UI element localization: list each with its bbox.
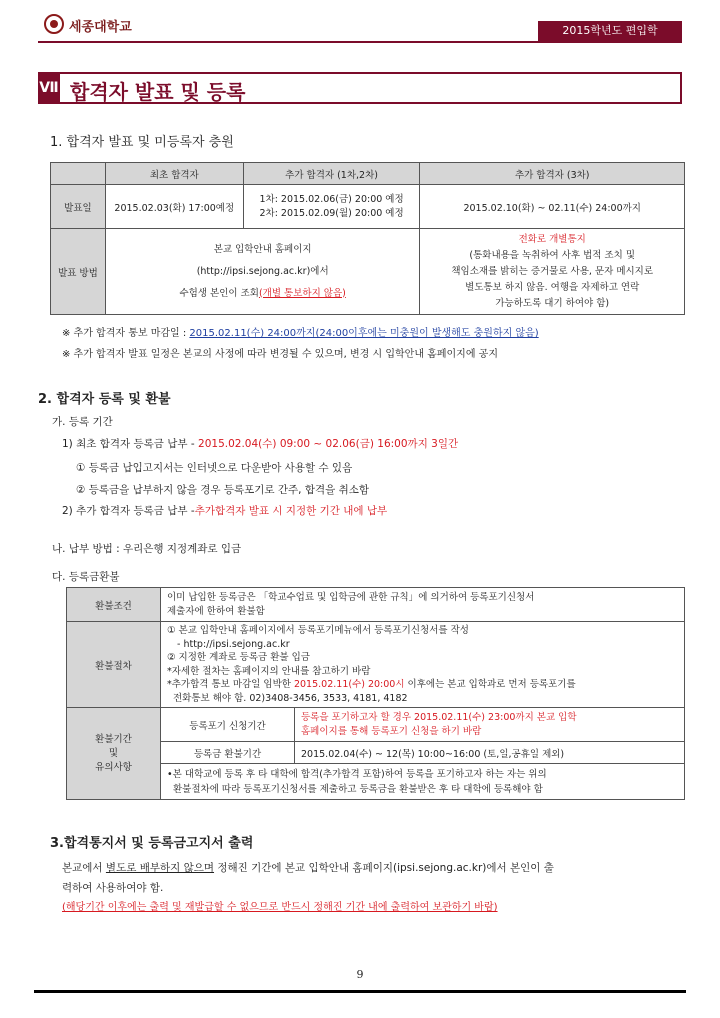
withdrawal-apply-text: 등록을 포기하고자 할 경우 2015.02.11(수) 23:00까지 본교 입학 홈페이지를 통해 등록포기 신청을 하기 바람 (295, 708, 685, 742)
refund-note-text: •본 대학교에 등록 후 타 대학에 합격(추가합격 포함)하여 등록을 포기하고자 하는 자는 위의 환불절차에 따라 등록포기신청서를 제출하고 등록금을 환불받은 후 타 대학에 등록해야 함 (161, 764, 685, 800)
additional-payment-line: 2) 추가 합격자 등록금 납부 -추가합격자 발표 시 지정한 기간 내에 납부 (62, 505, 388, 517)
refund-period-label: 환불기간 및 유의사항 (67, 708, 161, 800)
refund-table (66, 587, 685, 800)
col-initial-header: 최초 합격자 (105, 163, 243, 185)
footer-rule (34, 990, 686, 993)
note-deadline: ※ 추가 합격자 통보 마감일 : 2015.02.11(수) 24:00까지(24:00이후에는 미충원이 발생해도 충원하지 않음) (62, 328, 539, 339)
announcement-table (50, 162, 685, 315)
additional12-dates: 1차: 2015.02.06(금) 20:00 예정 2차: 2015.02.09(월) 20:00 예정 (243, 185, 420, 229)
announce-method-web: 본교 입학안내 홈페이지 (http://ipsi.sejong.ac.kr)에서 수험생 본인이 조회(개별 통보하지 않음) (105, 229, 420, 315)
refund-procedure-label: 환불절차 (67, 622, 161, 708)
announce-method-phone: 전화로 개별통지 (통화내용을 녹취하여 사후 법적 조치 및 책임소재를 밝히는 증거물로 사용, 문자 메시지로 별도통보 하지 않음. 여행을 자제하고 연락 가능하도록 대기 하여야 함) (420, 229, 685, 315)
col-additional3-header: 추가 합격자 (3차) (420, 163, 685, 185)
initial-payment-sub2: ② 등록금을 납부하지 않을 경우 등록포기로 간주, 합격을 취소함 (76, 484, 370, 496)
university-name: 세종대학교 (69, 20, 132, 35)
initial-announce-date: 2015.02.03(화) 17:00예정 (105, 185, 243, 229)
registration-period-heading: 가. 등록 기간 (52, 416, 113, 428)
chapter-title: 합격자 발표 및 등록 (70, 80, 246, 104)
row-announce-date-label: 발표일 (51, 185, 106, 229)
initial-payment-line: 1) 최초 합격자 등록금 납부 - 2015.02.04(수) 09:00 ~ 02.06(금) 16:00까지 3일간 (62, 438, 459, 450)
print-instructions: 본교에서 별도로 배부하지 않으며 정해진 기간에 본교 입학안내 홈페이지(ipsi.sejong.ac.kr)에서 본인이 출 력하여 사용하여야 함. (해당기간 이후에는 출력 및 재발급할 수 없으므로 반드시 정해진 기간 내에 출력하여 보관하기 바람) (62, 862, 554, 913)
university-logo (44, 14, 164, 38)
university-emblem-icon (44, 14, 64, 34)
refund-condition-label: 환불조건 (67, 588, 161, 622)
row-announce-method-label: 발표 방법 (51, 229, 106, 315)
additional3-date: 2015.02.10(화) ~ 02.11(수) 24:00까지 (420, 185, 685, 229)
section2-title: 2. 합격자 등록 및 환불 (38, 392, 171, 407)
chapter-number: Ⅶ (38, 72, 60, 104)
page-number: 9 (356, 968, 364, 981)
refund-period-value: 2015.02.04(수) ~ 12(목) 10:00~16:00 (토,일,공휴일 제외) (295, 742, 685, 764)
refund-heading: 다. 등록금환불 (52, 571, 120, 583)
section3-title: 3.합격통지서 및 등록금고지서 출력 (50, 836, 254, 851)
withdrawal-apply-label: 등록포기 신청기간 (161, 708, 295, 742)
refund-procedure-text: ① 본교 입학안내 홈페이지에서 등록포기메뉴에서 등록포기신청서를 작성 - http://ipsi.sejong.ac.kr ② 지정한 계좌로 등록금 환불 입금 *자세한 절차는 홈페이지의 안내를 참고하기 바람 *추가합격 통보 마감일 임박한 2015.02.11(수) 20:00시 이후에는 본교 입학과로 먼저 등록포기를 전화통보 해야 함. 02)3408-3456, 3533, 4181, 4182 (161, 622, 685, 708)
section1-title: 1. 합격자 발표 및 미등록자 충원 (50, 135, 234, 150)
initial-payment-sub1: ① 등록금 납입고지서는 인터넷으로 다운받아 사용할 수 있음 (76, 462, 353, 474)
doc-label: 2015학년도 편입학 (538, 21, 682, 41)
header-rule (38, 41, 682, 43)
col-additional12-header: 추가 합격자 (1차,2차) (243, 163, 420, 185)
note-schedule-change: ※ 추가 합격자 발표 일정은 본교의 사정에 따라 변경될 수 있으며, 변경 시 입학안내 홈페이지에 공지 (62, 349, 498, 360)
refund-period-sub-label: 등록금 환불기간 (161, 742, 295, 764)
payment-method: 나. 납부 방법 : 우리은행 지정계좌로 입금 (52, 543, 242, 555)
refund-condition-text: 이미 납입한 등록금은 「학교수업료 및 입학금에 관한 규칙」에 의거하여 등록포기신청서 제출자에 한하여 환불함 (161, 588, 685, 622)
